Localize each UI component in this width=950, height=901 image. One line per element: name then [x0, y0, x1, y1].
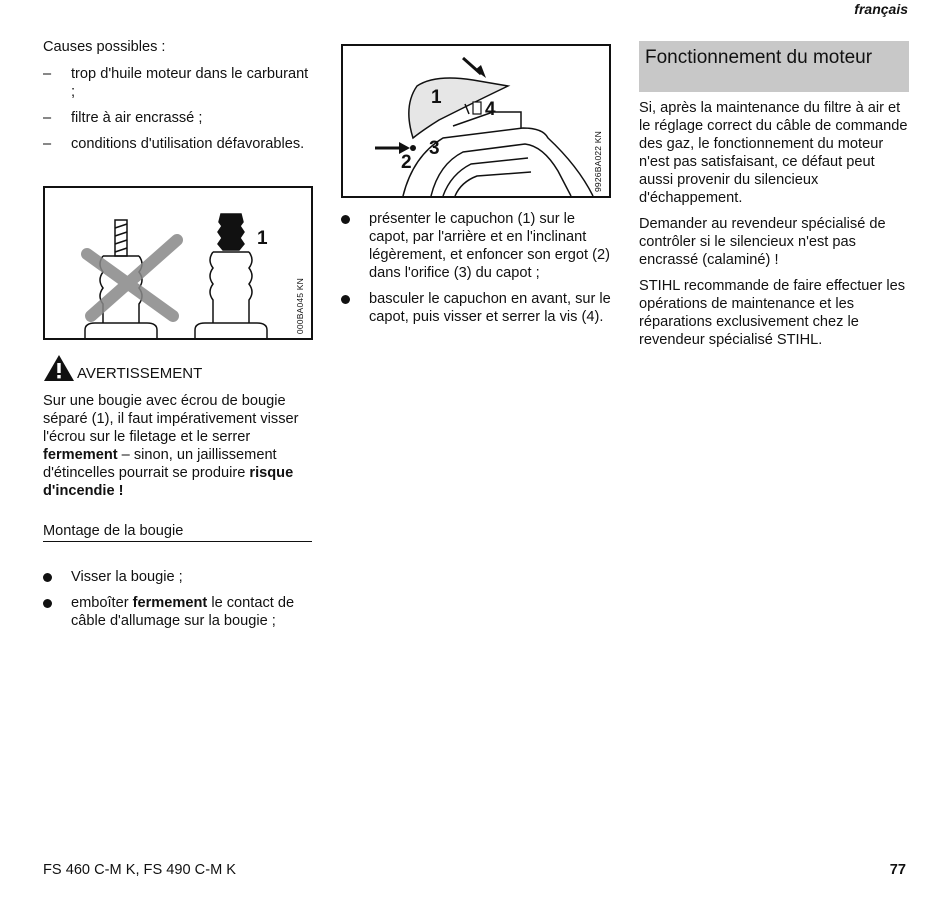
list-item: Visser la bougie ; — [43, 568, 315, 586]
cap-illustration — [343, 46, 609, 196]
list-item: – filtre à air encrassé ; — [43, 110, 203, 126]
paragraph: Demander au revendeur spécialisé de contrôler si le silencieux n'est pas encrassé (calaminé) ! — [639, 216, 886, 268]
bullet-icon — [341, 215, 350, 224]
causes-title: Causes possibles : — [43, 39, 166, 55]
mounting-steps — [43, 568, 315, 638]
bullet-icon — [43, 599, 52, 608]
warning-icon — [43, 354, 75, 382]
list-item: emboîter fermement le contact de câble d'allumage sur la bougie ; — [43, 594, 315, 630]
causes-block — [43, 38, 315, 161]
callout-1: 1 — [257, 228, 268, 249]
callout-1: 1 — [431, 87, 442, 108]
warning-title: AVERTISSEMENT — [77, 365, 203, 382]
footer-model: FS 460 C-M K, FS 490 C-M K — [43, 862, 237, 878]
warning-heading — [43, 354, 315, 382]
callout-3: 3 — [429, 138, 440, 159]
callout-2: 2 — [401, 152, 412, 173]
figure-code: 9926BA022 KN — [593, 131, 603, 192]
paragraph: STIHL recommande de faire effectuer les opérations de maintenance et les réparations exclusivement chez le revendeur spécialisé STIHL. — [639, 278, 906, 348]
callout-4: 4 — [485, 99, 496, 120]
cap-steps — [341, 210, 613, 334]
engine-text — [639, 99, 909, 357]
warning-text: Sur une bougie avec écrou de bougie séparé (1), il faut impérativement visser l'écrou sur le filetage et le serrer fermement – sinon, un jaillissement d'étincelles pourrait se produire risque d'incendie ! — [43, 393, 299, 499]
bullet-icon — [43, 573, 52, 582]
list-item: basculer le capuchon en avant, sur le capot, puis visser et serrer la vis (4). — [341, 290, 613, 326]
cap-figure — [341, 44, 611, 198]
section-title: Montage de la bougie — [43, 522, 312, 542]
section-heading: Fonctionnement du moteur — [639, 41, 909, 92]
list-item: – trop d'huile moteur dans le carburant ; — [43, 66, 309, 100]
list-item: – conditions d'utilisation défavorables. — [43, 136, 305, 152]
spark-plug-illustration — [45, 188, 311, 338]
warning-block — [43, 354, 315, 500]
bullet-icon — [341, 295, 350, 304]
spark-plug-figure — [43, 186, 313, 340]
language-label: français — [854, 1, 908, 17]
paragraph: Si, après la maintenance du filtre à air et le réglage correct du câble de commande des gaz, le fonctionnement du moteur n'est pas satisfaisant, ce défaut peut aussi provenir du silencieux d'échappement. — [639, 100, 908, 206]
list-item: présenter le capuchon (1) sur le capot, par l'arrière et en l'inclinant légèrement, et enfoncer son ergot (2) dans l'orifice (3) du capot ; — [341, 210, 613, 282]
page-number: 77 — [889, 862, 906, 878]
figure-code: 000BA045 KN — [295, 277, 305, 334]
